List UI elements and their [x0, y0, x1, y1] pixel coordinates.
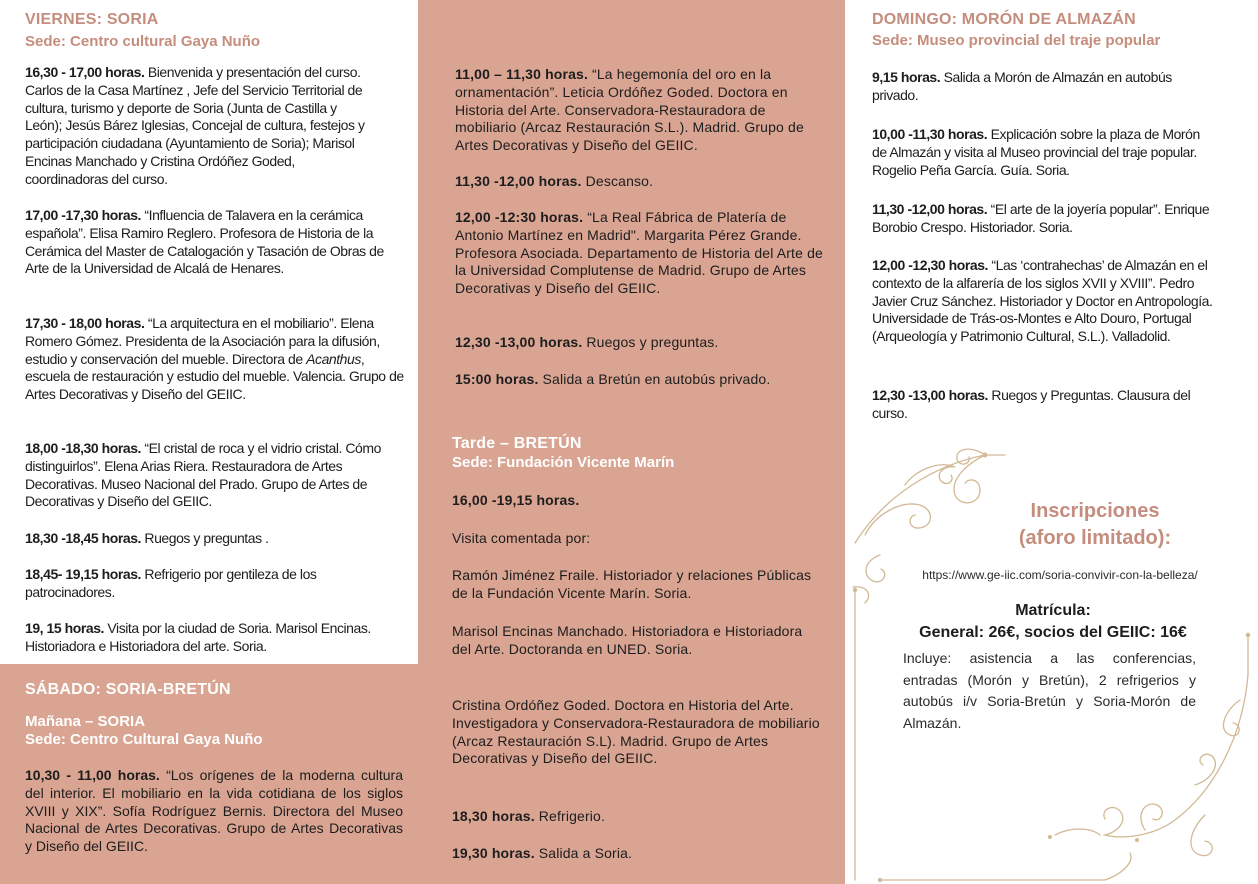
- visit-intro: Visita comentada por:: [452, 530, 591, 546]
- friday-venue: Sede: Centro cultural Gaya Nuño: [25, 33, 261, 50]
- afternoon-title: Tarde – BRETÚN: [452, 435, 582, 452]
- sunday-item-5: 12,30 -13,00 horas. Ruegos y Preguntas. Clausura del curso.: [872, 387, 1191, 421]
- guide-1: Ramón Jiménez Fraile. Historiador y relaciones Públicas de la Fundación Vicente Marín. Soria.: [452, 567, 812, 601]
- friday-item-3: 17,30 - 18,00 horas. “La arquitectura en el mobiliario”. Elena Romero Gómez. Presidenta de la Asociación para la difusión, estudio y conservación del mueble. Directora de Acanthus, escuela de restauración y estudio del mueble. Valencia. Grupo de Artes Decorativas y Diseño del GEIIC.: [25, 315, 404, 403]
- saturday-item-6: 15:00 horas. Salida a Bretún en autobús privado.: [455, 371, 771, 387]
- saturday-refreshment: 18,30 horas. Refrigerio.: [452, 808, 606, 824]
- friday-item-1: 16,30 - 17,00 horas. Bienvenida y presentación del curso. Carlos de la Casa Martínez , Jefe del Servicio Territorial de cultura, turismo y deporte de Soria (Junta de Castilla y León); Jesús Bárez Iglesias, Concejal de cultura, festejos y participación ciudadana (Ayuntamiento de Soria); Marisol Encinas Manchado y Cristina Ordóñez Goded, coordinadoras del curso.: [25, 64, 365, 187]
- saturday-item-3: 11,30 -12,00 horas. Descanso.: [455, 173, 654, 189]
- saturday-return: 19,30 horas. Salida a Soria.: [452, 845, 633, 861]
- friday-item-6: 18,45- 19,15 horas. Refrigerio por gentileza de los patrocinadores.: [25, 566, 317, 600]
- saturday-intro-block: [0, 664, 418, 884]
- registration-url-link[interactable]: https://www.ge-iic.com/soria-convivir-con-la-belleza/: [922, 568, 1198, 582]
- fees-includes: Incluye: asistencia a las conferencias, entradas (Morón y Bretún), 2 refrigerios y autobús i/v Soria-Bretún y Soria-Morón de Almazán.: [903, 650, 1196, 731]
- saturday-morning-title: Mañana – SORIA: [25, 713, 146, 730]
- sunday-item-1: 9,15 horas. Salida a Morón de Almazán en autobús privado.: [872, 69, 1172, 103]
- afternoon-time: 16,00 -19,15 horas.: [452, 492, 580, 508]
- saturday-panel: [418, 0, 845, 884]
- saturday-item-5: 12,30 -13,00 horas. Ruegos y preguntas.: [455, 334, 719, 350]
- friday-title: VIERNES: SORIA: [25, 11, 159, 28]
- sunday-item-2: 10,00 -11,30 horas. Explicación sobre la plaza de Morón de Almazán y visita al Museo provincial del traje popular. Rogelio Peña García. Guía. Soria.: [872, 126, 1200, 178]
- guide-3: Cristina Ordóñez Goded. Doctora en Historia del Arte. Investigadora y Conservadora-Restauradora de mobiliario (Arcaz Restauración S.L). Madrid. Grupo de Artes Decorativas y Diseño del GEIIC.: [452, 697, 820, 767]
- saturday-item-4: 12,00 -12:30 horas. “La Real Fábrica de Platería de Antonio Martínez en Madrid". Margarita Pérez Grande. Profesora Asociada. Departamento de Historia del Arte de la Universidad Complutense de Madrid. Grupo de Artes Decorativas y Diseño del GEIIC.: [455, 209, 823, 297]
- friday-item-7: 19, 15 horas. Visita por la ciudad de Soria. Marisol Encinas. Historiadora e Historiadora del arte. Soria.: [25, 620, 371, 654]
- registration-title: [1000, 498, 1190, 552]
- friday-item-4: 18,00 -18,30 horas. “El cristal de roca y el vidrio cristal. Cómo distinguirlos”. Elena Arias Riera. Restauradora de Artes Decorativas. Museo Nacional del Prado. Grupo de Artes de Decorativas y Diseño del GEIIC.: [25, 440, 381, 510]
- registration-title-line1: Inscripciones: [1030, 500, 1160, 522]
- fees-block: [903, 600, 1203, 644]
- afternoon-venue: Sede: Fundación Vicente Marín: [452, 454, 675, 471]
- friday-item-2: 17,00 -17,30 horas. “Influencia de Talavera en la cerámica española”. Elisa Ramiro Reglero. Profesora de Historia de la Cerámica del Master de Catalogación y Tasación de Obras de Arte de la Universidad de Alcalá de Henares.: [25, 207, 384, 277]
- sunday-item-3: 11,30 -12,00 horas. “El arte de la joyería popular”. Enrique Borobio Crespo. Historiador. Soria.: [872, 201, 1210, 235]
- sunday-item-4: 12,00 -12,30 horas. “Las ‘contrahechas’ de Almazán en el contexto de la alfarería de los siglos XVII y XVIII”. Pedro Javier Cruz Sánchez. Historiador y Doctor en Antropología. Universidade de Trás-os-Montes e Alto Douro, Portugal (Arqueología y Patrimonio Cultural, S.L.). Valladolid.: [872, 257, 1213, 345]
- fees-title: Matrícula:: [1015, 602, 1091, 619]
- friday-item-5: 18,30 -18,45 horas. Ruegos y preguntas .: [25, 530, 269, 546]
- guide-2: Marisol Encinas Manchado. Historiadora e Historiadora del Arte. Doctoranda en UNED. Soria.: [452, 623, 803, 657]
- friday-panel: [0, 0, 418, 884]
- saturday-title: SÁBADO: SORIA-BRETÚN: [25, 681, 231, 698]
- saturday-morning-venue: Sede: Centro Cultural Gaya Nuño: [25, 731, 263, 748]
- ornament-top-left-scroll: [855, 455, 985, 543]
- saturday-item-1: 10,30 - 11,00 horas. “Los orígenes de la moderna cultura del interior. El mobiliario en la vida cotidiana de los siglos XVIII y XIX”. Sofía Rodríguez Bernis. Directora del Museo Nacional de Artes Decorativas. Grupo de Artes Decorativas y Diseño del GEIIC.: [25, 767, 403, 855]
- saturday-item-2: 11,00 – 11,30 horas. “La hegemonía del oro en la ornamentación”. Leticia Ordóñez Goded. Doctora en Historia del Arte. Conservadora-Restauradora de mobiliario (Arcaz Restauración S.L.). Madrid. Grupo de Artes Decorativas y Diseño del GEIIC.: [455, 66, 804, 154]
- sunday-venue: Sede: Museo provincial del traje popular: [872, 32, 1161, 49]
- sunday-title: DOMINGO: MORÓN DE ALMAZÁN: [872, 11, 1136, 28]
- registration-title-line2: (aforo limitado):: [1018, 527, 1172, 549]
- fees-line: General: 26€, socios del GEIIC: 16€: [919, 624, 1187, 641]
